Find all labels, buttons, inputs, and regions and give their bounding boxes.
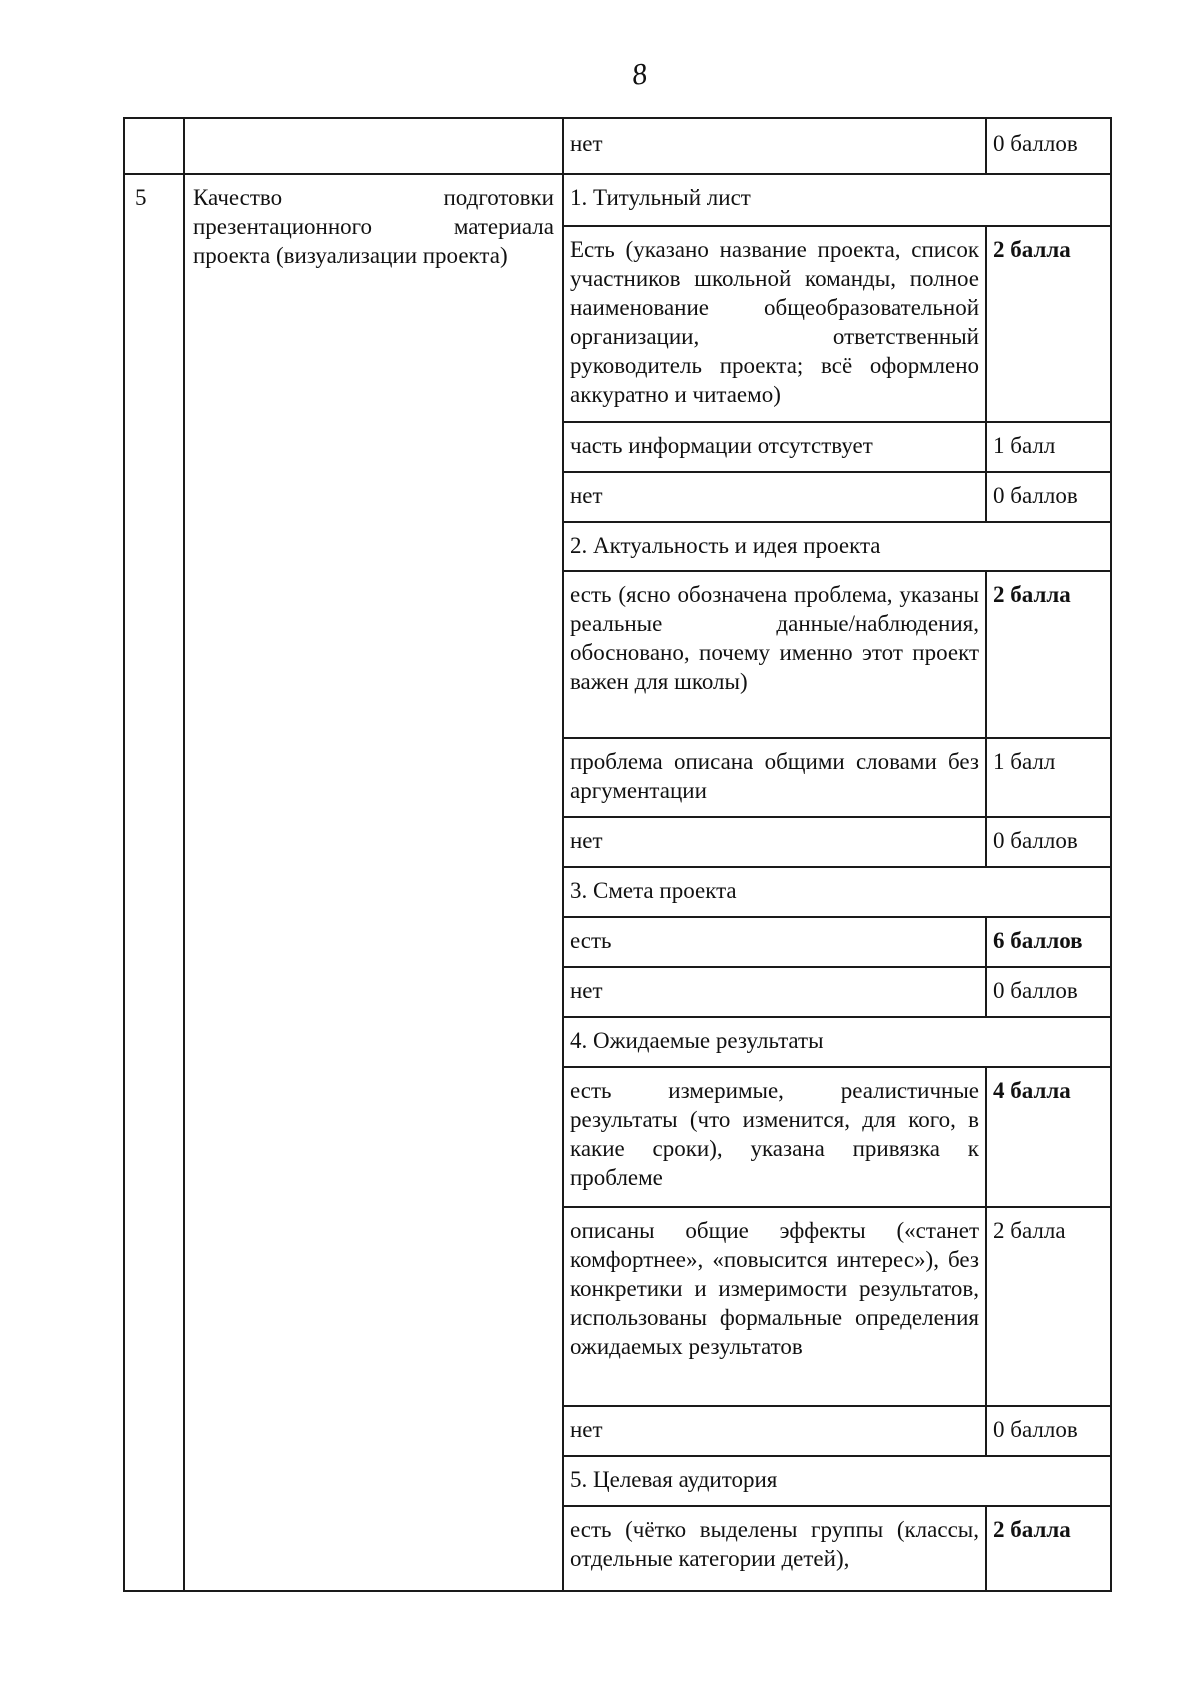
table-rule <box>123 173 1112 175</box>
criterion-score: 2 балла <box>993 582 1071 607</box>
criterion-score: 2 балла <box>993 1218 1066 1243</box>
section-title: 2. Актуальность и идея проекта <box>570 533 881 558</box>
table-rule <box>562 1206 1112 1208</box>
table-rule <box>123 117 1112 119</box>
table-rule <box>562 521 1112 523</box>
table-rule <box>985 816 987 866</box>
table-rule <box>562 1066 1112 1068</box>
table-rule <box>985 117 987 173</box>
criterion-score: 2 балла <box>993 1517 1071 1542</box>
criterion-description: есть <box>570 928 612 953</box>
criterion-description: нет <box>570 978 603 1003</box>
criterion-description: есть (ясно обозначена проблема, указаны реальные данные/наблюдения, обосновано, почему именно этот проект важен для школы) <box>570 582 979 694</box>
table-rule <box>985 1505 987 1590</box>
criterion-score: 2 балла <box>993 237 1071 262</box>
table-rule <box>985 421 987 471</box>
table-rule <box>985 471 987 521</box>
table-rule <box>562 225 1112 227</box>
page-number: 8 <box>629 57 650 92</box>
table-rule <box>562 1455 1112 1457</box>
criterion-score: 0 баллов <box>993 828 1078 853</box>
table-rule <box>985 1206 987 1405</box>
table-rule <box>562 471 1112 473</box>
criterion-score: 6 баллов <box>993 928 1083 953</box>
criterion-score: 0 баллов <box>993 978 1078 1003</box>
criterion-text: Качество подготовки презентационного материала проекта (визуализации проекта) <box>193 185 554 268</box>
section-title: 4. Ожидаемые результаты <box>570 1028 824 1053</box>
table-rule <box>985 966 987 1016</box>
criterion-description: Есть (указано название проекта, список участников школьной команды, полное наименование общеобразовательной организации, ответственный руководитель проекта; всё оформлено аккуратно и читаемо) <box>570 237 979 407</box>
criterion-description: нет <box>570 483 603 508</box>
table-rule <box>985 225 987 421</box>
table-rule <box>985 1405 987 1455</box>
table-rule <box>985 737 987 816</box>
table-rule <box>562 1505 1112 1507</box>
section-title: 1. Титульный лист <box>570 185 751 210</box>
table-rule <box>562 737 1112 739</box>
table-rule <box>562 866 1112 868</box>
table-rule <box>985 1066 987 1206</box>
table-rule <box>562 117 564 1592</box>
table-rule <box>562 966 1112 968</box>
criterion-description: нет <box>570 1417 603 1442</box>
continued-score: 0 баллов <box>993 131 1078 156</box>
table-rule <box>123 117 125 1592</box>
table-rule <box>985 916 987 966</box>
table-rule <box>985 570 987 737</box>
criterion-score: 0 баллов <box>993 483 1078 508</box>
criterion-description: часть информации отсутствует <box>570 433 873 458</box>
criterion-score: 1 балл <box>993 433 1056 458</box>
table-rule <box>562 570 1112 572</box>
section-title: 3. Смета проекта <box>570 878 737 903</box>
continued-desc: нет <box>570 131 603 156</box>
section-title: 5. Целевая аудитория <box>570 1467 778 1492</box>
table-rule <box>562 816 1112 818</box>
table-rule <box>1110 117 1112 1592</box>
table-rule <box>562 1016 1112 1018</box>
criterion-description: есть (чётко выделены группы (классы, отдельные категории детей), <box>570 1517 979 1571</box>
table-rule <box>562 421 1112 423</box>
table-rule <box>562 1405 1112 1407</box>
criterion-description: проблема описана общими словами без аргументации <box>570 749 979 803</box>
criterion-description: описаны общие эффекты («станет комфортнее», «повысится интерес»), без конкретики и измеримости результатов, использованы формальные определения ожидаемых результатов <box>570 1218 979 1359</box>
table-rule <box>123 1590 1112 1592</box>
table-rule <box>562 916 1112 918</box>
criterion-score: 0 баллов <box>993 1417 1078 1442</box>
criterion-score: 1 балл <box>993 749 1056 774</box>
criterion-description: есть измеримые, реалистичные результаты (что изменится, для кого, в какие сроки), указана привязка к проблеме <box>570 1078 979 1190</box>
criterion-description: нет <box>570 828 603 853</box>
row-number: 5 <box>135 185 147 210</box>
criterion-score: 4 балла <box>993 1078 1071 1103</box>
table-rule <box>183 117 185 1592</box>
